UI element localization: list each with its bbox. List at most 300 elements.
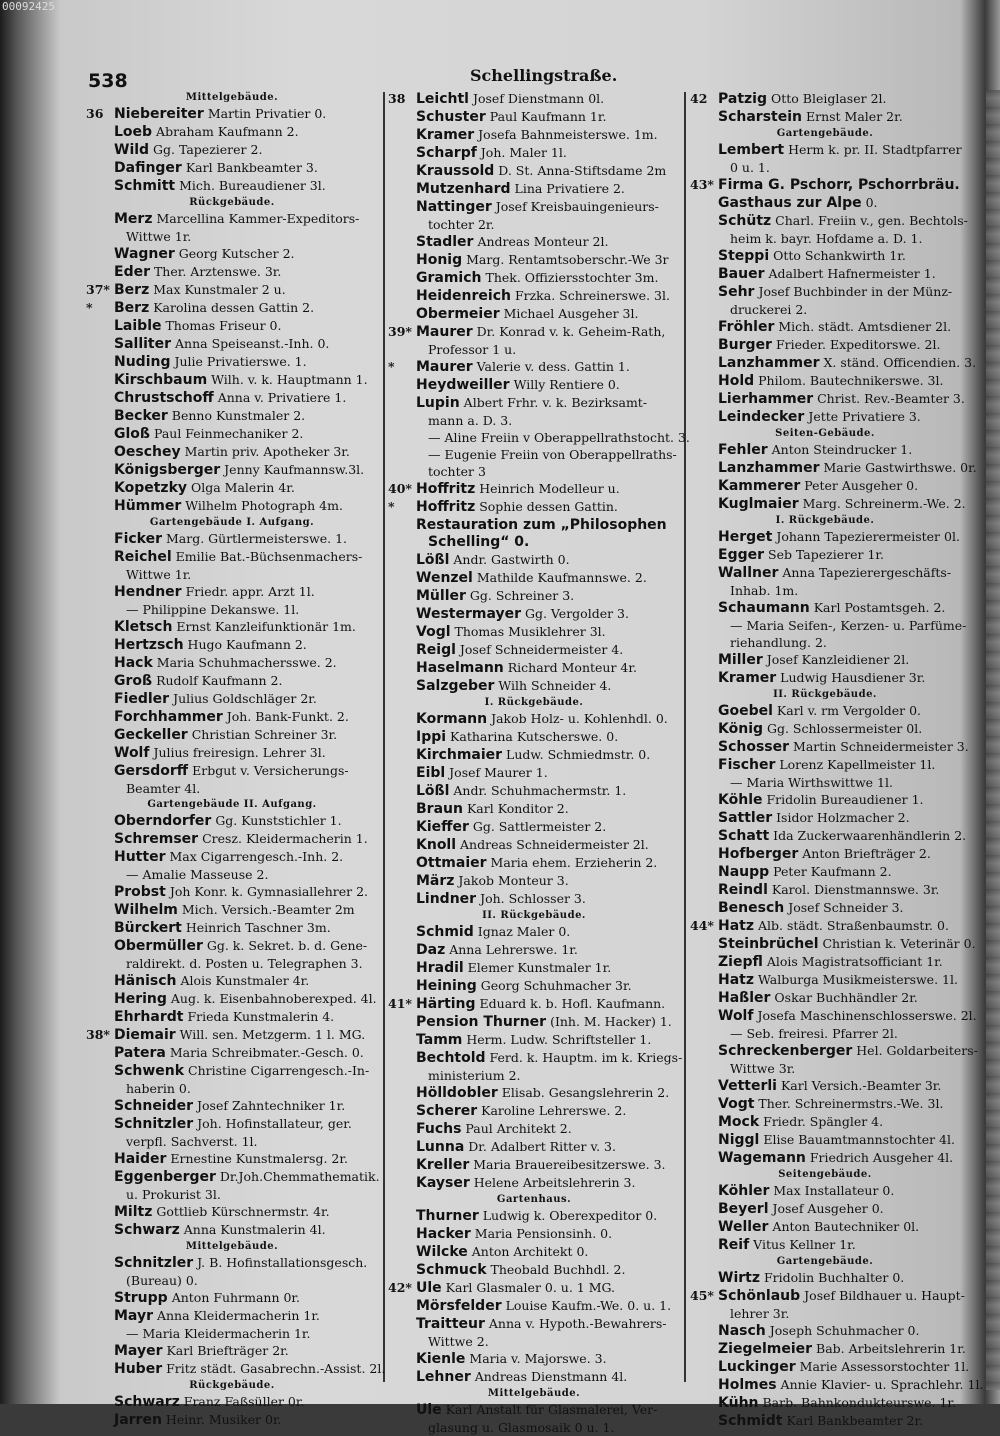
directory-entry	[690, 1077, 960, 1095]
resident-surname: Berz	[114, 282, 150, 298]
resident-details: Ludwig Hausdiener 3r.	[780, 670, 926, 685]
house-number: 40*	[388, 481, 412, 496]
resident-details: Marg. Gürtlermeisterswe. 1.	[165, 531, 348, 546]
directory-entry	[388, 1174, 680, 1192]
directory-entry	[388, 641, 680, 659]
resident-details: Abraham Kaufmann 2.	[156, 124, 299, 139]
resident-details: Martin Privatier 0.	[207, 106, 327, 121]
resident-surname: Schatt	[718, 828, 770, 844]
resident-details: Hel. Goldarbeiters-	[856, 1043, 978, 1058]
resident-details: Julie Privatierswe. 1.	[174, 354, 307, 369]
resident-surname: Ziepfl	[718, 954, 763, 970]
scan-id-label: 00092425	[2, 0, 55, 13]
resident-surname: Scherer	[416, 1103, 478, 1119]
house-number: 45*	[690, 1288, 714, 1303]
resident-surname: Reichel	[114, 549, 172, 565]
directory-entry	[86, 901, 378, 919]
street-heading: Schellingstraße.	[470, 66, 618, 85]
resident-surname: Wagner	[114, 246, 175, 262]
resident-details: Josef Maurer 1.	[449, 765, 548, 780]
resident-details: (Inh. M. Hacker) 1.	[550, 1014, 672, 1029]
resident-details: Martin Schneidermeister 3.	[793, 739, 969, 754]
resident-details: Gg. Schlossermeister 0l.	[767, 721, 923, 736]
resident-surname: Lehner	[416, 1369, 471, 1385]
directory-entry	[388, 1401, 680, 1419]
resident-details: Adalbert Hafnermeister 1.	[768, 266, 936, 281]
directory-entry	[86, 1115, 378, 1133]
directory-entry	[690, 1287, 965, 1305]
resident-surname: Hofberger	[718, 846, 799, 862]
directory-entry	[86, 407, 378, 425]
resident-surname: Mayr	[114, 1308, 153, 1324]
resident-details: Karl Bankbeamter 2r.	[786, 1413, 924, 1428]
directory-entry	[690, 141, 960, 159]
entry-continuation: u. Prokurist 3l.	[126, 1187, 221, 1202]
resident-details: Gg. Sattlermeister 2.	[472, 819, 607, 834]
house-number: 38*	[86, 1027, 110, 1042]
resident-surname: Ule	[416, 1280, 442, 1296]
resident-surname: Wilcke	[416, 1244, 468, 1260]
directory-entry	[388, 516, 680, 534]
resident-surname: Wolf	[718, 1008, 754, 1024]
directory-entry	[690, 108, 960, 126]
resident-details: Anna Lehrerswe. 1r.	[449, 942, 578, 957]
house-number: 42*	[388, 1280, 412, 1295]
directory-entry	[388, 394, 680, 412]
directory-entry	[388, 1315, 680, 1333]
directory-entry	[388, 323, 680, 341]
resident-surname: Schmitt	[114, 178, 176, 194]
column-rule	[684, 92, 686, 1382]
resident-details: Andr. Schuhmachermstr. 1.	[453, 783, 627, 798]
directory-entry	[690, 336, 960, 354]
directory-entry	[690, 90, 960, 108]
directory-entry	[690, 1182, 960, 1200]
resident-details: Christian Schreiner 3r.	[191, 727, 338, 742]
resident-details: Thomas Musiklehrer 3l.	[454, 624, 606, 639]
directory-entry	[86, 1203, 378, 1221]
resident-surname: Kienle	[416, 1351, 466, 1367]
directory-entry	[388, 376, 680, 394]
resident-surname: Schremser	[114, 831, 199, 847]
resident-details: Peter Kaufmann 2.	[773, 864, 892, 879]
resident-details: Anna Speiseanst.-Inh. 0.	[175, 336, 330, 351]
entry-continuation: druckerei 2.	[730, 302, 808, 317]
directory-entry	[690, 738, 969, 756]
resident-surname: Lanzhammer	[718, 460, 820, 476]
directory-entry	[690, 1269, 960, 1287]
directory-entry	[86, 690, 378, 708]
resident-details: Franz Faßsüller 0r.	[183, 1394, 305, 1409]
resident-surname: Wolf	[114, 745, 150, 761]
directory-entry	[86, 105, 378, 123]
resident-details: Josefa Bahnmeisterswe. 1m.	[478, 127, 658, 142]
resident-surname: Loeb	[114, 124, 153, 140]
directory-entry	[388, 587, 680, 605]
directory-entry	[388, 1049, 683, 1067]
resident-surname: Fuchs	[416, 1121, 462, 1137]
resident-details: Gg. Schreiner 3.	[469, 588, 575, 603]
resident-details: Julius Goldschläger 2r.	[173, 691, 317, 706]
directory-entry	[86, 123, 378, 141]
resident-surname: Maurer	[416, 324, 473, 340]
resident-surname: Hoffritz	[416, 481, 476, 497]
directory-entry	[690, 845, 960, 863]
entry-continuation: riehandlung. 2.	[730, 635, 827, 650]
resident-surname: Wallner	[718, 565, 779, 581]
entry-continuation: Inhab. 1m.	[730, 583, 799, 598]
resident-details: Karl Postamtsgeh. 2.	[813, 600, 946, 615]
directory-entry	[690, 953, 960, 971]
resident-surname: Obermeier	[416, 306, 500, 322]
resident-surname: Müller	[416, 588, 466, 604]
directory-entry	[86, 830, 378, 848]
resident-details: Josef Kanzleidiener 2l.	[766, 652, 910, 667]
resident-surname: Kirchmaier	[416, 747, 503, 763]
resident-surname: Diemair	[114, 1027, 176, 1043]
resident-surname: Hack	[114, 655, 153, 671]
resident-details: Ther. Arztenswe. 3r.	[153, 264, 282, 279]
resident-details: Ludw. Schmiedmstr. 0.	[506, 747, 651, 762]
entry-continuation: 0 u. 1.	[730, 160, 770, 175]
directory-entry	[388, 551, 680, 569]
resident-surname: Oeschey	[114, 444, 181, 460]
directory-entry	[86, 371, 378, 389]
resident-surname: Kramer	[416, 127, 475, 143]
directory-entry	[690, 863, 960, 881]
entry-continuation: — Maria Wirthswittwe 1l.	[730, 775, 893, 790]
section-heading: I. Rückgebäude.	[775, 515, 875, 526]
resident-details: Eduard k. b. Hofl. Kaufmann.	[479, 996, 666, 1011]
directory-entry	[690, 809, 960, 827]
resident-details: Bab. Arbeitslehrerin 1r.	[816, 1341, 966, 1356]
resident-details: Mathilde Kaufmannswe. 2.	[476, 570, 647, 585]
resident-details: D. St. Anna-Stiftsdame 2m	[498, 163, 667, 178]
resident-details: Josef Buchbinder in der Münz-	[758, 284, 953, 299]
directory-entry	[690, 599, 960, 617]
directory-entry	[690, 354, 977, 372]
resident-details: Joh. Hofinstallateur, ger.	[197, 1116, 352, 1131]
resident-surname: Lößl	[416, 783, 450, 799]
directory-entry	[690, 971, 960, 989]
entry-continuation: mann a. D. 3.	[428, 413, 513, 428]
resident-surname: Merz	[114, 211, 153, 227]
resident-details: Will. sen. Metzgerm. 1 l. MG.	[179, 1027, 366, 1042]
directory-entry	[86, 848, 378, 866]
resident-details: Martin priv. Apotheker 3r.	[184, 444, 350, 459]
resident-details: Maria Schreibmater.-Gesch. 0.	[169, 1045, 364, 1060]
directory-entry	[86, 281, 378, 299]
directory-entry	[86, 1150, 378, 1168]
directory-column-1	[86, 90, 386, 1429]
directory-entry	[690, 441, 960, 459]
directory-entry	[690, 791, 960, 809]
entry-continuation: Wittwe 2.	[428, 1334, 489, 1349]
directory-entry	[690, 318, 960, 336]
directory-entry	[388, 144, 680, 162]
resident-details: Herm. Ludw. Schriftsteller 1.	[466, 1032, 652, 1047]
directory-entry	[86, 461, 378, 479]
resident-details: Wilh. v. k. Hauptmann 1.	[211, 372, 368, 387]
directory-entry	[388, 1225, 680, 1243]
resident-surname: Schütz	[718, 213, 772, 229]
resident-surname: Fehler	[718, 442, 768, 458]
resident-details: Theobald Buchhdl. 2.	[490, 1262, 626, 1277]
resident-surname: Dafinger	[114, 160, 182, 176]
resident-details: Katharina Kutscherswe. 0.	[450, 729, 619, 744]
resident-surname: Schönlaub	[718, 1288, 801, 1304]
entry-continuation: Schelling“ 0.	[428, 534, 530, 550]
resident-details: Ernst Kanzleifunktionär 1m.	[176, 619, 356, 634]
directory-entry	[388, 1156, 680, 1174]
resident-surname: Lindner	[416, 891, 477, 907]
resident-details: Marcellina Kammer-Expeditors-	[156, 211, 360, 226]
house-number: 44*	[690, 918, 714, 933]
house-number: 36	[86, 106, 104, 121]
resident-surname: Reigl	[416, 642, 456, 658]
resident-details: Josefa Maschinenschlosserswe. 2l.	[757, 1008, 977, 1023]
directory-entry	[86, 548, 378, 566]
resident-surname: Haselmann	[416, 660, 504, 676]
resident-surname: Tamm	[416, 1032, 463, 1048]
resident-surname: Schuster	[416, 109, 486, 125]
resident-surname: Gloß	[114, 426, 150, 442]
directory-entry	[86, 618, 378, 636]
directory-entry	[86, 389, 378, 407]
resident-details: Josef Schneidermeister 4.	[459, 642, 624, 657]
directory-entry	[388, 800, 680, 818]
directory-entry	[690, 477, 960, 495]
resident-details: Otto Schankwirth 1r.	[773, 248, 906, 263]
entry-continuation: tochter 3	[428, 464, 486, 479]
section-heading: II. Rückgebäude.	[482, 910, 586, 921]
resident-surname: Scharpf	[416, 145, 477, 161]
resident-surname: Schaumann	[718, 600, 810, 616]
directory-entry	[86, 479, 378, 497]
resident-details: Georg Kutscher 2.	[178, 246, 295, 261]
resident-surname: Honig	[416, 252, 463, 268]
resident-surname: Lößl	[416, 552, 450, 568]
directory-entry	[86, 726, 378, 744]
directory-entry	[388, 728, 680, 746]
directory-entry	[388, 746, 680, 764]
resident-surname: Hümmer	[114, 498, 182, 514]
resident-surname: Köhler	[718, 1183, 770, 1199]
resident-surname: Patzig	[718, 91, 767, 107]
resident-details: Richard Monteur 4r.	[507, 660, 637, 675]
resident-surname: Stadler	[416, 234, 474, 250]
entry-continuation: Wittwe 1r.	[126, 229, 192, 244]
directory-entry	[86, 1289, 378, 1307]
resident-details: Sophie dessen Gattin.	[479, 499, 618, 514]
resident-details: Lorenz Kapellmeister 1l.	[779, 757, 936, 772]
directory-entry	[388, 498, 680, 516]
resident-details: Paul Kaufmann 1r.	[489, 109, 607, 124]
resident-details: Karol. Dienstmannswe. 3r.	[771, 882, 940, 897]
resident-details: Thek. Offiziersstochter 3m.	[485, 270, 659, 285]
resident-surname: König	[718, 721, 764, 737]
resident-details: Mich. Versich.-Beamter 2m	[181, 902, 355, 917]
resident-details: Otto Bleiglaser 2l.	[770, 91, 887, 106]
resident-surname: Schmuck	[416, 1262, 487, 1278]
resident-surname: Benesch	[718, 900, 785, 916]
resident-surname: Gasthaus zur Alpe	[718, 195, 862, 211]
resident-details: Maria v. Majorswe. 3.	[469, 1351, 607, 1366]
resident-details: Marie Assessorstochter 1l.	[799, 1359, 970, 1374]
directory-entry	[388, 1207, 680, 1225]
resident-details: Joh Konr. k. Gymnasiallehrer 2.	[169, 884, 368, 899]
resident-details: Georg Schuhmacher 3r.	[480, 978, 632, 993]
directory-entry	[388, 836, 680, 854]
resident-surname: Hänisch	[114, 973, 177, 989]
directory-entry	[388, 480, 680, 498]
resident-details: Anna Tapezierergeschäfts-	[782, 565, 952, 580]
resident-details: Maria ehem. Erzieherin 2.	[490, 855, 658, 870]
directory-entry	[690, 495, 966, 513]
directory-entry	[690, 1340, 966, 1358]
directory-entry	[388, 605, 680, 623]
house-number: 43*	[690, 177, 714, 192]
resident-details: Karl Briefträger 2r.	[166, 1343, 289, 1358]
resident-details: Max Kunstmaler 2 u.	[153, 282, 286, 297]
section-heading: Rückgebäude.	[189, 197, 275, 208]
resident-surname: Schreckenberger	[718, 1043, 853, 1059]
resident-surname: Härting	[416, 996, 476, 1012]
directory-entry	[690, 1095, 960, 1113]
resident-details: Elise Bauamtmannstochter 4l.	[763, 1132, 955, 1147]
directory-entry	[388, 1102, 680, 1120]
resident-details: Ernestine Kunstmalersg. 2r.	[170, 1151, 348, 1166]
house-number: 38	[388, 91, 406, 106]
resident-details: Max Cigarrengesch.-Inh. 2.	[169, 849, 344, 864]
directory-entry	[690, 176, 960, 194]
entry-continuation: — Seb. freiresi. Pfarrer 2l.	[730, 1026, 898, 1041]
resident-surname: Köhle	[718, 792, 763, 808]
directory-entry	[86, 636, 378, 654]
resident-details: Rudolf Kaufmann 2.	[156, 673, 283, 688]
resident-details: Julius freiresign. Lehrer 3l.	[153, 745, 326, 760]
resident-surname: Knoll	[416, 837, 457, 853]
resident-details: Thomas Friseur 0.	[165, 318, 282, 333]
directory-entry	[86, 1168, 378, 1186]
resident-surname: Hold	[718, 373, 755, 389]
resident-surname: Firma G. Pschorr, Pschorrbräu.	[718, 177, 960, 193]
directory-entry	[388, 1350, 680, 1368]
resident-surname: Hutter	[114, 849, 166, 865]
resident-surname: Vogt	[718, 1096, 755, 1112]
section-heading: Mittelgebäude.	[185, 1241, 279, 1252]
resident-surname: Gramich	[416, 270, 482, 286]
resident-details: Maria Pensionsinh. 0.	[474, 1226, 613, 1241]
directory-entry	[86, 335, 378, 353]
directory-entry	[388, 995, 680, 1013]
resident-details: Karoline Lehrerswe. 2.	[481, 1103, 627, 1118]
resident-details: Hugo Kaufmann 2.	[187, 637, 307, 652]
resident-surname: Reindl	[718, 882, 768, 898]
resident-details: Karl Bankbeamter 3.	[185, 160, 318, 175]
resident-details: Emilie Bat.-Büchsenmachers-	[175, 549, 363, 564]
resident-surname: Reif	[718, 1237, 750, 1253]
directory-entry	[690, 1412, 960, 1430]
resident-surname: Hertzsch	[114, 637, 184, 653]
resident-details: Ignaz Maler 0.	[477, 924, 571, 939]
resident-details: Andr. Gastwirth 0.	[453, 552, 570, 567]
directory-entry	[690, 935, 976, 953]
entry-continuation: — Philippine Dekanswe. 1l.	[126, 602, 300, 617]
resident-details: Marg. Rentamtsoberschr.-We 3r	[466, 252, 669, 267]
directory-entry	[388, 677, 680, 695]
directory-entry	[690, 756, 960, 774]
resident-details: Elisab. Gesangslehrerin 2.	[501, 1085, 670, 1100]
directory-entry	[690, 1376, 984, 1394]
resident-details: Cresz. Kleidermacherin 1.	[202, 831, 368, 846]
resident-details: Wilh Schneider 4.	[498, 678, 612, 693]
directory-entry	[690, 528, 960, 546]
directory-entry	[388, 1279, 680, 1297]
resident-details: Helene Arbeitslehrerin 3.	[473, 1175, 636, 1190]
resident-surname: Geckeller	[114, 727, 188, 743]
section-heading: Gartengebäude I. Aufgang.	[149, 517, 315, 528]
resident-surname: Chrustschoff	[114, 390, 214, 406]
resident-surname: Lupin	[416, 395, 460, 411]
resident-surname: Kieffer	[416, 819, 469, 835]
resident-details: Fritz städt. Gasabrechn.-Assist. 2l.	[166, 1361, 386, 1376]
directory-entry	[690, 1236, 960, 1254]
resident-details: Walburga Musikmeisterswe. 1l.	[758, 972, 958, 987]
resident-surname: Schneider	[114, 1098, 194, 1114]
resident-details: Christian k. Veterinär 0.	[822, 936, 976, 951]
resident-details: Philom. Bautechnikerswe. 3l.	[758, 373, 944, 388]
directory-entry	[690, 546, 960, 564]
entry-continuation: ministerium 2.	[428, 1068, 521, 1083]
resident-details: Michael Ausgeher 3l.	[503, 306, 639, 321]
resident-surname: Oberndorfer	[114, 813, 212, 829]
directory-entry	[690, 1218, 960, 1236]
directory-entry	[388, 959, 680, 977]
resident-details: Gg. Vergolder 3.	[524, 606, 629, 621]
directory-entry	[690, 1394, 960, 1412]
directory-entry	[86, 937, 378, 955]
resident-details: Anton Steindrucker 1.	[771, 442, 913, 457]
resident-details: Anton Architekt 0.	[471, 1244, 589, 1259]
directory-entry	[388, 90, 680, 108]
resident-details: Alois Magistratsofficiant 1r.	[766, 954, 943, 969]
section-heading: Mittelgebäude.	[487, 1388, 581, 1399]
directory-entry	[388, 872, 680, 890]
resident-details: Anna Kunstmalerin 4l.	[183, 1222, 326, 1237]
directory-entry	[388, 710, 680, 728]
resident-details: Gg. Kunststichler 1.	[215, 813, 342, 828]
resident-surname: Wirtz	[718, 1270, 760, 1286]
resident-details: Vitus Kellner 1r.	[753, 1237, 856, 1252]
resident-surname: Ule	[416, 1402, 442, 1418]
entry-continuation: Wittwe 1r.	[126, 567, 192, 582]
directory-entry	[690, 669, 960, 687]
resident-details: X. ständ. Officendien. 3.	[823, 355, 977, 370]
house-number: 41*	[388, 996, 412, 1011]
directory-entry	[388, 198, 680, 216]
resident-details: Lina Privatiere 2.	[514, 181, 625, 196]
resident-surname: Kormann	[416, 711, 488, 727]
resident-details: Marg. Schreinerm.-We. 2.	[802, 496, 966, 511]
resident-details: Karl Anstalt für Glasmalerei, Ver-	[445, 1402, 658, 1417]
resident-details: Jakob Holz- u. Kohlenhdl. 0.	[491, 711, 668, 726]
resident-surname: Heining	[416, 978, 477, 994]
directory-entry	[388, 623, 680, 641]
directory-entry	[690, 247, 960, 265]
entry-continuation: — Eugenie Freiin von Oberappellraths-	[428, 447, 677, 462]
resident-surname: Vetterli	[718, 1078, 777, 1094]
